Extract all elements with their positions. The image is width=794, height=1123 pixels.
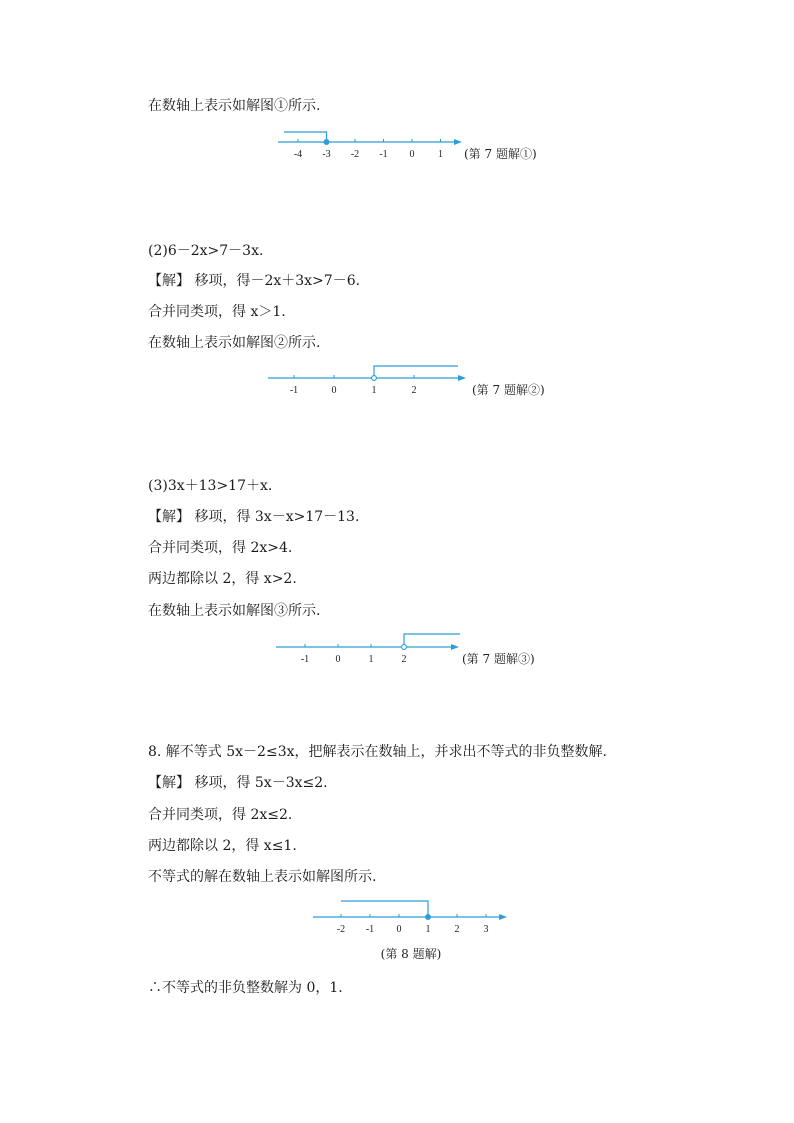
axis-arrow — [458, 375, 466, 381]
axis-arrow — [499, 914, 507, 920]
solution-step: 两边都除以 2，得 x>2. — [148, 571, 297, 587]
tick-label: -1 — [289, 385, 299, 396]
figure-caption: (第 7 题解③) — [462, 652, 535, 666]
solution-step: 两边都除以 2，得 x≤1. — [148, 838, 297, 854]
solution-step: 合并同类项，得 2x≤2. — [148, 807, 293, 823]
figure-caption: (第 7 题解②) — [472, 383, 545, 397]
closed-point — [426, 915, 431, 920]
open-point — [402, 645, 407, 650]
tick-label: 3 — [483, 924, 489, 935]
conclusion: ∴不等式的非负整数解为 0，1. — [148, 980, 343, 996]
closed-point — [324, 140, 329, 145]
solution-bracket — [341, 901, 428, 917]
tick-label: -3 — [322, 149, 331, 160]
tick-label: -1 — [365, 924, 375, 935]
tick-label: 1 — [368, 654, 374, 665]
solution-step: 【解】 移项，得 5x－3x≤2. — [148, 775, 328, 791]
tick-label: 0 — [409, 149, 415, 160]
tick-label: 0 — [335, 654, 341, 665]
figure-caption: (第 7 题解①) — [464, 147, 537, 161]
number-line-figure-4 — [313, 898, 523, 962]
number-line-svg — [276, 630, 556, 670]
tick-label: -2 — [336, 924, 346, 935]
problem-statement: 8. 解不等式 5x－2≤3x，把解表示在数轴上，并求出不等式的非负整数解. — [148, 744, 607, 760]
tick-label: -2 — [350, 149, 360, 160]
open-point — [372, 376, 377, 381]
number-line-figure-2 — [268, 362, 568, 402]
tick-label: -1 — [379, 149, 388, 160]
solution-step: 合并同类项，得 2x>4. — [148, 540, 293, 556]
tick-label: 1 — [425, 924, 431, 935]
axis-arrow — [454, 139, 462, 145]
tick-label: 1 — [371, 385, 377, 396]
text-line: 在数轴上表示如解图①所示. — [148, 98, 321, 114]
problem-statement: (2)6－2x>7－3x. — [148, 243, 264, 259]
tick-label: 2 — [411, 385, 417, 396]
number-line-figure-3 — [276, 630, 556, 670]
tick-label: 0 — [331, 385, 337, 396]
solution-bracket — [374, 366, 458, 378]
solution-step: 【解】 移项，得－2x＋3x>7－6. — [148, 273, 361, 289]
tick-label: 2 — [454, 924, 460, 935]
solution-step: 【解】 移项，得 3x－x>17－13. — [148, 509, 360, 525]
solution-step: 在数轴上表示如解图③所示. — [148, 603, 321, 619]
solution-step: 不等式的解在数轴上表示如解图所示. — [148, 869, 377, 885]
tick-label: 0 — [396, 924, 402, 935]
problem-statement: (3)3x＋13>17＋x. — [148, 478, 273, 494]
solution-step: 在数轴上表示如解图②所示. — [148, 335, 321, 351]
tick-label: -4 — [293, 149, 303, 160]
number-line-svg — [313, 898, 523, 962]
number-line-svg — [278, 126, 558, 166]
tick-label: 2 — [401, 654, 407, 665]
axis-arrow — [451, 644, 459, 650]
number-line-figure-1 — [278, 126, 558, 166]
tick-label: -1 — [300, 654, 310, 665]
tick-label: 1 — [438, 149, 443, 160]
number-line-svg — [268, 362, 568, 402]
solution-bracket — [284, 132, 327, 142]
figure-caption: (第 8 题解) — [380, 947, 442, 961]
solution-step: 合并同类项，得 x＞1. — [148, 304, 286, 320]
